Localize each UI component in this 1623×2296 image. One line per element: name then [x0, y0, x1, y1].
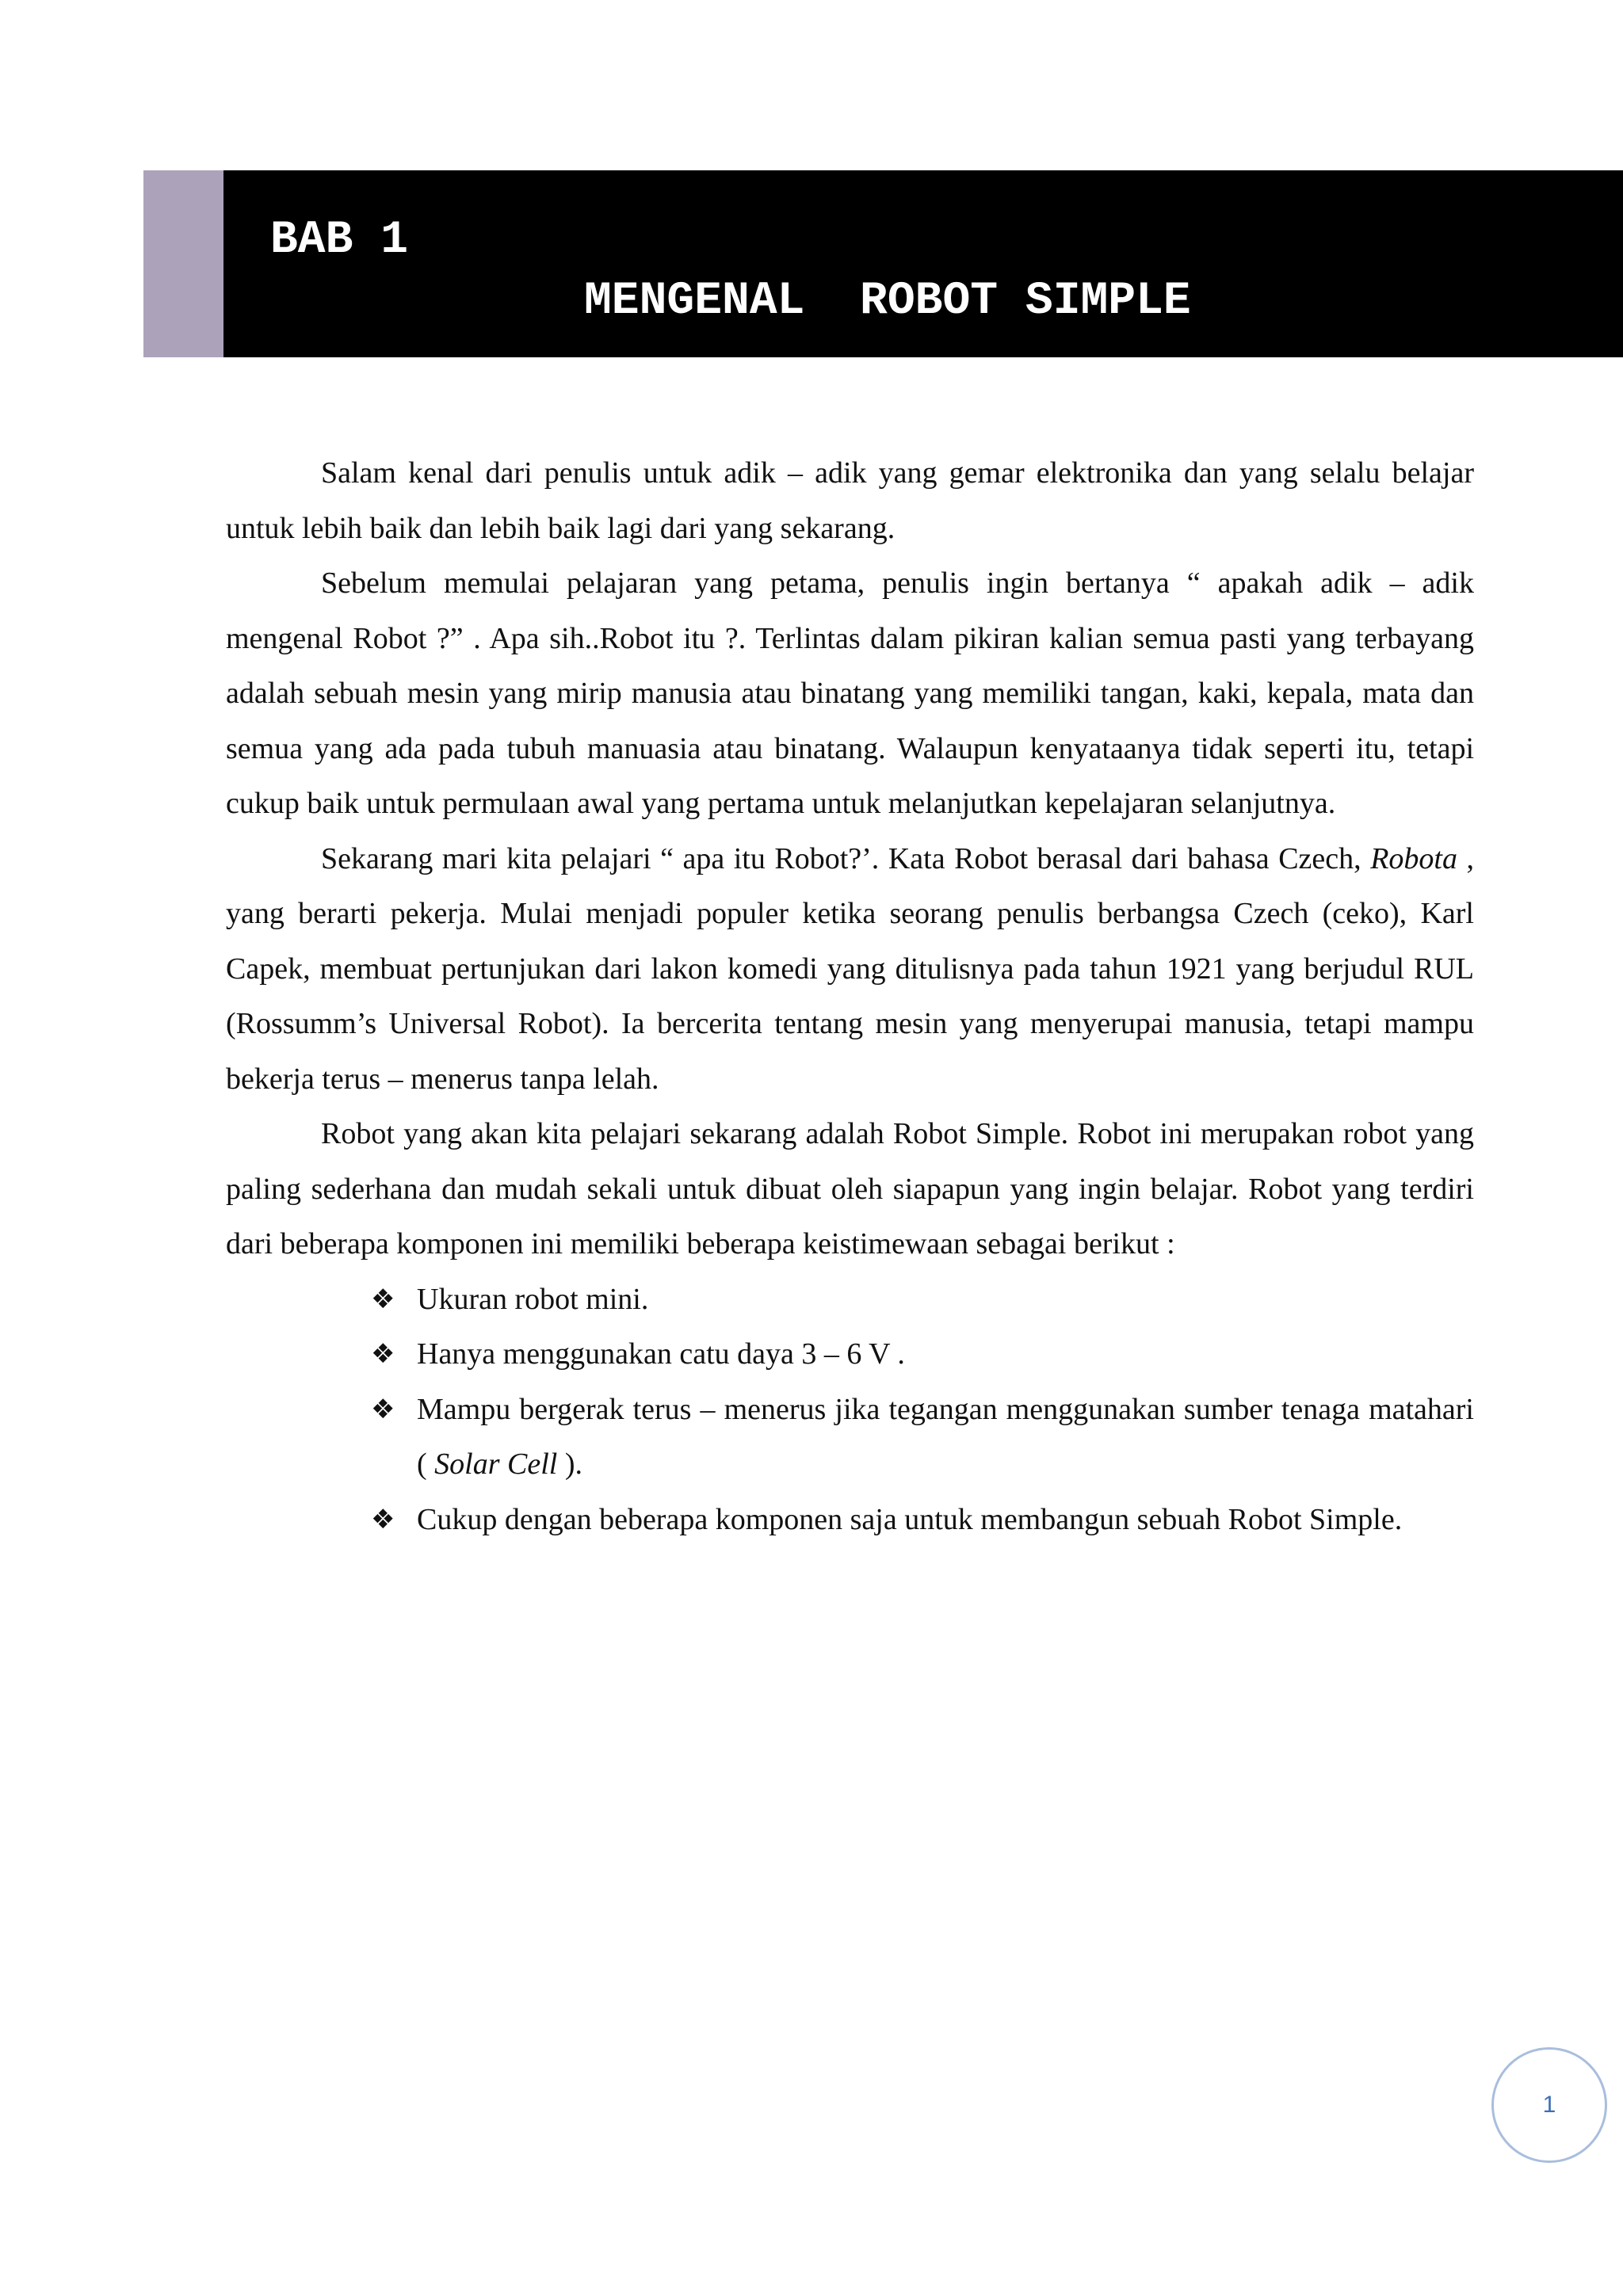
bullet-item [371, 1493, 1474, 1548]
diamond-bullet-icon: ❖ [371, 1503, 395, 1535]
feature-bullet-list [226, 1272, 1474, 1548]
chapter-header-banner [143, 170, 1623, 357]
diamond-bullet-icon: ❖ [371, 1283, 395, 1315]
paragraph [226, 1107, 1474, 1272]
bullet-item [371, 1383, 1474, 1493]
paragraph-list [226, 446, 1474, 1272]
page-number: 1 [1542, 2092, 1556, 2118]
paragraph [226, 832, 1474, 1108]
chapter-title: MENGENAL ROBOT SIMPLE [584, 276, 1191, 327]
page-number-badge [1491, 2047, 1607, 2163]
paragraph [226, 446, 1474, 556]
paragraph [226, 556, 1474, 832]
text-segment: Hanya menggunakan catu daya 3 – 6 V . [417, 1337, 905, 1371]
diamond-bullet-icon: ❖ [371, 1393, 395, 1425]
diamond-bullet-icon: ❖ [371, 1338, 395, 1370]
text-segment: Robot yang akan kita pelajari sekarang adalah Robot Simple. Robot ini merupakan robot yang paling sederhana dan mudah sekali untuk dibuat oleh siapapun yang ingin belajar. Robot yang terdiri dari beberapa komponen ini memiliki beberapa keistimewaan sebagai berikut : [226, 1117, 1474, 1261]
text-segment: Sebelum memulai pelajaran yang petama, penulis ingin bertanya “ apakah adik – adik mengenal Robot ?” . Apa sih..Robot itu ?. Terlintas dalam pikiran kalian semua pasti yang terbayang adalah sebuah mesin yang mirip manusia atau binatang yang memiliki tangan, kaki, kepala, mata dan semua yang ada pada tubuh manuasia atau binatang. Walaupun kenyataanya tidak seperti itu, tetapi cukup baik untuk permulaan awal yang pertama untuk melanjutkan kepelajaran selanjutnya. [226, 566, 1474, 820]
chapter-number: BAB 1 [270, 215, 409, 266]
text-segment: Sekarang mari kita pelajari “ apa itu Robot?’. Kata Robot berasal dari bahasa Czech, [321, 841, 1371, 875]
text-segment: ). [557, 1447, 582, 1481]
italic-text: Solar Cell [434, 1447, 558, 1481]
text-segment: Salam kenal dari penulis untuk adik – adik yang gemar elektronika dan yang selalu belajar untuk lebih baik dan lebih baik lagi dari yang sekarang. [226, 456, 1474, 545]
text-segment: Mampu bergerak terus – menerus jika tegangan menggunakan sumber tenaga matahari ( [417, 1392, 1474, 1481]
bullet-item [371, 1272, 1474, 1328]
italic-text: Robota [1370, 841, 1457, 875]
text-segment: Ukuran robot mini. [417, 1282, 649, 1316]
body-text [226, 446, 1474, 1547]
text-segment: Cukup dengan beberapa komponen saja untuk membangun sebuah Robot Simple. [417, 1502, 1403, 1536]
bullet-item [371, 1327, 1474, 1383]
banner-accent-bar [143, 170, 223, 357]
text-segment: , yang berarti pekerja. Mulai menjadi populer ketika seorang penulis berbangsa Czech (ceko), Karl Capek, membuat pertunjukan dari lakon komedi yang ditulisnya pada tahun 1921 yang berjudul RUL (Rossumm’s Universal Robot). Ia bercerita tentang mesin yang menyerupai manusia, tetapi mampu bekerja terus – menerus tanpa lelah. [226, 841, 1475, 1096]
